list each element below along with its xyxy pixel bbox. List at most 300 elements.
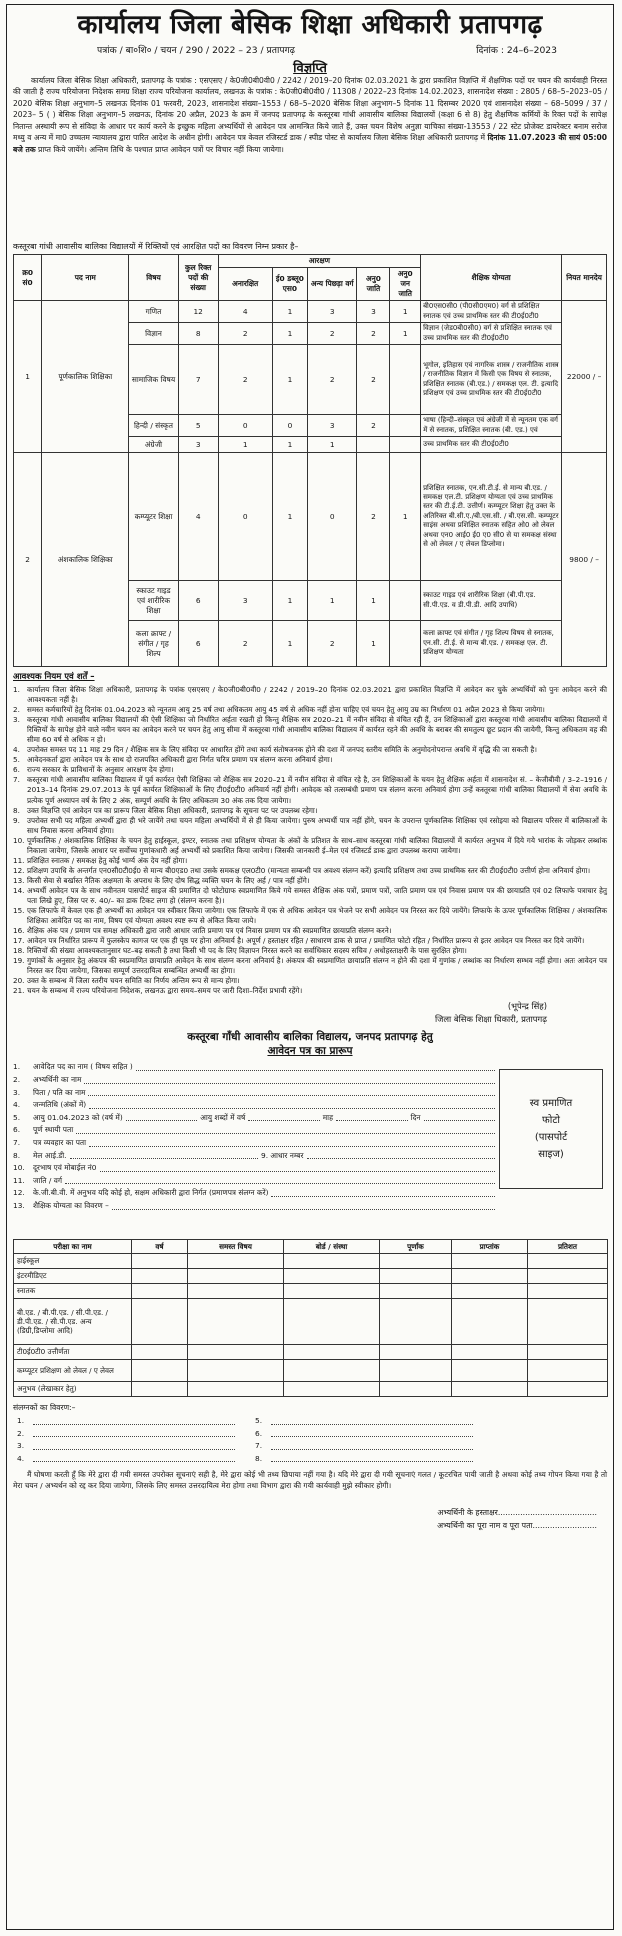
edu-header: प्राप्तांक xyxy=(452,1240,528,1254)
rule-text: प्रशिक्षित स्नातक / समकक्ष हेतु कोई भार्ग्य अंक देय नहीं होगा। xyxy=(27,855,188,865)
cell-qualification: कला क्राफ्ट एवं संगीत / गृह शिल्प विषय से स्नातक, एन.सी. टी.ई. से मान्य बी.एड. / समकक्ष एल. टी. प्रशिक्षण योग्यता xyxy=(421,621,562,667)
rule-item xyxy=(13,926,607,936)
edu-cell xyxy=(132,1360,188,1382)
field-label: जन्मतिथि (अंकों में) xyxy=(33,1100,87,1110)
cell-sc: 3 xyxy=(357,301,390,323)
form-field xyxy=(13,1124,498,1137)
attachment-number: 7. xyxy=(255,1441,263,1451)
intro-paragraph xyxy=(13,75,607,239)
cell-st xyxy=(390,581,421,621)
edu-cell xyxy=(452,1382,528,1397)
rule-item xyxy=(13,976,607,986)
attachment-number: 8. xyxy=(255,1453,263,1463)
edu-cell xyxy=(528,1345,608,1360)
field-number: 5. xyxy=(13,1112,21,1122)
form-field xyxy=(13,1112,498,1125)
attachment-line xyxy=(255,1453,473,1466)
cell-qualification: भूगोल, इतिहास एवं नागरिक शास्त्र / राजनीतिक शास्त्र / राजनीतिक विज्ञान में किसी एक विषय से स्नातक, प्रशिक्षित स्नातक (बी.एड.) / समकक्ष एल. टी. इत्यादि प्रशिक्षण एवं उच्च प्राथमिक स्तर की टी0ई0टी0 xyxy=(421,345,562,415)
field-label: पिता / पति का नाम xyxy=(33,1087,86,1097)
cell-total: 4 xyxy=(178,453,218,581)
form-field xyxy=(13,1162,498,1175)
field-blank xyxy=(424,1112,496,1122)
rule-text: उपरोक्त समस्त पद 11 माह 29 दिन / शैक्षिक सत्र के लिए संविदा पर आधारित होंगे तथा कार्य संतोषजनक होने की दशा में जनपद स्तरीय समिति के अनुमोदनोपरान्त अवधि में वृद्धि की जा सकती है। xyxy=(27,745,537,755)
cell-total: 12 xyxy=(178,301,218,323)
rule-number: 15. xyxy=(13,906,25,916)
signatory-name: (भूपेन्द्र सिंह) xyxy=(507,1001,547,1012)
attachment-number: 1. xyxy=(17,1416,25,1426)
cell-subject: अंग्रेजी xyxy=(129,437,178,453)
header-st: अनु0 जन जाति xyxy=(390,268,421,301)
edu-row xyxy=(14,1284,608,1299)
edu-cell xyxy=(452,1360,528,1382)
edu-header: पूर्णांक xyxy=(380,1240,452,1254)
edu-exam-name: कम्प्यूटर प्रशिक्षण ओ लेवल / ए लेवल xyxy=(14,1360,132,1382)
photo-line: स्व प्रमाणित xyxy=(529,1098,573,1110)
header-obc: अन्य पिछड़ा वर्ग xyxy=(308,268,357,301)
reference-number: पत्रांक / बा०शि० / चयन / 290 / 2022 – 23 / प्रतापगढ़ xyxy=(97,45,295,56)
rule-item xyxy=(13,936,607,946)
field-number: 11. xyxy=(13,1175,25,1185)
attachment-number: 6. xyxy=(255,1428,263,1438)
vacancy-row xyxy=(14,453,607,581)
education-table xyxy=(13,1239,608,1397)
edu-row xyxy=(14,1382,608,1397)
rule-text: रिक्तियों की संख्या आवश्यकतानुसार घट–बढ़ सकती है तथा किसी भी पद के लिए विज्ञापन निरस्त करने का सर्वाधिकार सदस्य सचिव / अधोहस्ताक्षरी के पास सुरक्षित होगा। xyxy=(27,946,467,956)
attachment-blank xyxy=(271,1453,473,1463)
cell-subject: विज्ञान xyxy=(129,323,178,345)
attachment-blank xyxy=(33,1440,235,1450)
header-ews: ई0 डब्लू0 एस0 xyxy=(272,268,307,301)
cell-st xyxy=(390,621,421,667)
edu-cell xyxy=(528,1284,608,1299)
edu-cell xyxy=(132,1284,188,1299)
cell-subject: कला क्राफ्ट / संगीत / गृह शिल्प xyxy=(129,621,178,667)
field-number: 7. xyxy=(13,1138,21,1148)
header-reservation: आरक्षण xyxy=(218,255,420,268)
attachment-line xyxy=(17,1440,235,1453)
cell-obc: 3 xyxy=(308,301,357,323)
attachment-line xyxy=(255,1428,473,1441)
rule-number: 18. xyxy=(13,946,25,956)
rule-item xyxy=(13,685,607,705)
edu-cell xyxy=(528,1360,608,1382)
field-label: के.जी.बी.वी. में अनुभव यदि कोई हो, सक्षम अधिकारी द्वारा निर्गत (प्रमाणपत्र संलग्न करें) xyxy=(33,1188,269,1198)
intro-tail: प्राप्त किये जायेंगे। अन्तिम तिथि के पश्चात प्राप्त आवेदन पत्रों पर विचार नहीं किया जायेगा। xyxy=(38,144,284,154)
attachment-number: 4. xyxy=(17,1453,25,1463)
field-label: आयु 01.04.2023 को (वर्ष में) xyxy=(33,1112,123,1122)
cell-obc: 0 xyxy=(308,453,357,581)
cell-ews: 1 xyxy=(272,437,307,453)
field-blank xyxy=(88,1087,495,1097)
edu-cell xyxy=(132,1299,188,1345)
cell-st: 1 xyxy=(390,301,421,323)
notice-page xyxy=(6,4,614,1930)
edu-cell xyxy=(452,1269,528,1284)
header-total: कुल रिक्त पदों की संख्या xyxy=(178,255,218,301)
rule-item xyxy=(13,755,607,765)
cell-total: 8 xyxy=(178,323,218,345)
rule-item xyxy=(13,986,607,996)
rule-text: आवेदन पत्र निर्धारित प्रारूप में फुलस्केप कागज पर एक ही पृष्ठ पर होना अनिवार्य है। अपूर्ण / हस्ताक्षर रहित / साधारण डाक से प्राप्त / प्रमाणित फोटो रहित / निर्धारित प्रारूप से इतर आवेदन पत्र निरस्त कर दिये जायेंगे। xyxy=(27,936,585,946)
vacancy-row xyxy=(14,301,607,323)
cell-subject: कम्प्यूटर शिक्षा xyxy=(129,453,178,581)
edu-cell xyxy=(452,1284,528,1299)
edu-cell xyxy=(132,1345,188,1360)
cell-sc: 2 xyxy=(357,345,390,415)
rule-text: आवेदनकर्ता द्वारा आवेदन पत्र के साथ दो राजपत्रित अधिकारी द्वारा निर्गत चरित्र प्रमाण पत्र संलग्न करना अनिवार्य होगा। xyxy=(27,755,333,765)
rule-item xyxy=(13,745,607,755)
rule-number: 12. xyxy=(13,865,25,875)
edu-cell xyxy=(380,1299,452,1345)
cell-unreserved: 1 xyxy=(218,437,272,453)
cell-post: पूर्णकालिक शिक्षिका xyxy=(42,301,129,453)
attachment-line xyxy=(17,1428,235,1441)
edu-cell xyxy=(380,1345,452,1360)
attachment-line xyxy=(17,1453,235,1466)
attachment-blank xyxy=(33,1415,235,1425)
form-field xyxy=(13,1061,498,1074)
field-blank xyxy=(76,1124,495,1134)
rule-number: 8. xyxy=(13,805,20,815)
edu-row xyxy=(14,1360,608,1382)
field-blank xyxy=(100,1162,496,1172)
attachments-list xyxy=(13,1415,473,1465)
cell-obc: 2 xyxy=(308,621,357,667)
rule-number: 3. xyxy=(13,715,20,725)
form-field xyxy=(13,1099,498,1112)
rule-text: कार्यालय जिला बेसिक शिक्षा अधिकारी, प्रतापगढ़ के पत्रांक एसएसए / के0जी0बी0वी0 / 2242 / 2019–20 दिनांक 02.03.2021 द्वारा प्रकाशित विज्ञप्ति में आवेदन कर चुके अभ्यर्थियों को पुनः आवेदन करने की आवश्यकता नहीं है। xyxy=(27,685,607,705)
rule-text: चयन के सम्बन्ध में राज्य परियोजना निदेशक, लखनऊ द्वारा समय–समय पर जारी दिशा–निर्देश प्रभावी रहेंगे। xyxy=(27,986,303,996)
field-number: 3. xyxy=(13,1087,21,1097)
edu-row xyxy=(14,1254,608,1269)
field-blank xyxy=(136,1061,495,1071)
applicant-signature: अभ्यर्थिनी के हस्ताक्षर........................................ xyxy=(437,1508,597,1518)
edu-cell xyxy=(284,1269,380,1284)
edu-header: वर्ष xyxy=(132,1240,188,1254)
attachment-blank xyxy=(271,1428,473,1438)
rules-heading: आवश्यक नियम एवं शर्तें – xyxy=(13,672,95,682)
edu-exam-name: स्नातक xyxy=(14,1284,132,1299)
attachment-blank xyxy=(33,1428,235,1438)
edu-cell xyxy=(188,1269,284,1284)
edu-cell xyxy=(452,1299,528,1345)
edu-cell xyxy=(284,1299,380,1345)
rule-item xyxy=(13,705,607,715)
field-blank xyxy=(65,1175,495,1185)
form-field xyxy=(13,1187,498,1200)
edu-cell xyxy=(380,1360,452,1382)
declaration: मैं घोषणा करती हूँ कि मेरे द्वारा दी गयी समस्त उपरोक्त सूचनाएं सही है, मेरे द्वारा कोई भी तथ्य छिपाया नहीं गया है। यदि मेरे द्वारा दी गयी सूचनाएं गलत / कूटरचित पायी जाती है अथवा कोई तथ्य गोपन किया गया है तो मेरा चयन / अभ्यर्थन को रद्द कर दिया जायेगा, जिसके लिए समस्त उत्तरदायित्व मेरा होगा तथा विभाग द्वारा की गयी कार्यवाही मुझे स्वीकार होगी। xyxy=(13,1470,607,1491)
cell-ews: 1 xyxy=(272,301,307,323)
field-blank xyxy=(112,1200,495,1210)
header-sc: अनु0 जाति xyxy=(357,268,390,301)
header-qualification: शैक्षिक योग्यता xyxy=(421,255,562,301)
field-sublabel: दिन xyxy=(410,1112,421,1122)
form-field xyxy=(13,1175,498,1188)
field-number: 13. xyxy=(13,1200,25,1210)
rule-number: 2. xyxy=(13,705,20,715)
field-blank xyxy=(307,1150,495,1160)
cell-ews: 1 xyxy=(272,345,307,415)
field-label: शैक्षिक योग्यता का विवरण – xyxy=(33,1200,109,1210)
applicant-address: अभ्यर्थिनी का पूरा नाम व पूरा पता.......................... xyxy=(437,1520,597,1530)
signatory-designation: जिला बेसिक शिक्षा धिकारी, प्रतापगढ़ xyxy=(434,1014,547,1025)
edu-header: बोर्ड / संस्था xyxy=(284,1240,380,1254)
rule-text: किसी सेवा से बर्खास्त नैतिक अक्षमता के अपराध के लिए दोष सिद्ध व्यक्ति चयन के लिए अर्ह / पात्र नहीं होंगे। xyxy=(27,875,310,885)
edu-cell xyxy=(380,1269,452,1284)
field-blank xyxy=(89,1137,495,1147)
rule-text: प्रशिक्षण उपाधि के अन्तर्गत एन0सी0टी0ई0 से मान्य बी0एड0 तथा उसके समकक्ष एल0टी0 (मान्यता सम्बन्धी पत्र अवश्य संलग्न करें) इत्यादि प्रशिक्षण तथा उच्च प्राथमिक स्तर की टी0ई0टी0 उत्तीर्ण होना अनिवार्य होगा। xyxy=(27,865,591,875)
edu-cell xyxy=(284,1284,380,1299)
cell-obc: 1 xyxy=(308,581,357,621)
table-intro: कस्तूरबा गांधी आवासीय बालिका विद्यालयों में रिक्तियों एवं आरक्षित पदों का विवरण निम्न प्रकार है– xyxy=(13,242,299,251)
field-blank xyxy=(126,1112,198,1122)
rule-item xyxy=(13,856,607,866)
rule-number: 1. xyxy=(13,685,20,694)
rule-item xyxy=(13,866,607,876)
field-number: 6. xyxy=(13,1125,21,1135)
cell-total: 5 xyxy=(178,415,218,437)
cell-sno: 1 xyxy=(14,301,42,453)
rule-text: कस्तूरबा गांधी आवासीय बालिका विद्यालय में पूर्व कार्यरत ऐसी शिक्षिका जो शैक्षिक सत्र 2020–21 में नवीन संविदा से वंचित रहे है, उन शिक्षिकाओं के चयन हेतु शैक्षिक अर्हता में शासनादेश सं. – केजीबीवी / 3–2–1916 / 2013–14 दिनांक 29.07.2013 के पूर्व कार्यरत शिक्षिकाओं के लिए टी0ई0टी0 अनिवार्य नहीं होगी। आवेदक को तत्सम्बंधी प्रमाण पत्र संलग्न करना अनिवार्य होगा उन्हें कस्तूरबा गांधी बालिका विद्यालयों में सेवा अवधि के प्रत्येक पूर्ण अध्यापन वर्ष के लिए 2 अंक, सम्पूर्ण अवधि के लिए अधिकतम 30 अंक तक दिया जायेगा। xyxy=(27,775,607,805)
cell-ews: 1 xyxy=(272,453,307,581)
field-label: पूर्ण स्थायी पता xyxy=(33,1125,74,1135)
photo-line: (पासपोर्ट xyxy=(534,1132,568,1144)
edu-header: परीक्षा का नाम xyxy=(14,1240,132,1254)
edu-row xyxy=(14,1269,608,1284)
rule-text: राज्य सरकार के प्राविधानों के अनुसार आरक्षण देय होगा। xyxy=(27,765,174,775)
rule-text: उक्त विज्ञप्ति एवं आवेदन पत्र का प्रारूप जिला बेसिक शिक्षा अधिकारी, प्रतापगढ़ के सूचना पट पर उपलब्ध रहेगा। xyxy=(27,805,318,815)
edu-cell xyxy=(188,1284,284,1299)
attachment-line xyxy=(255,1415,473,1428)
office-title: कार्यालय जिला बेसिक शिक्षा अधिकारी प्रतापगढ़ xyxy=(77,10,543,40)
rule-number: 11. xyxy=(13,855,25,865)
edu-cell xyxy=(284,1345,380,1360)
cell-sno: 2 xyxy=(14,453,42,667)
rule-item xyxy=(13,816,607,836)
field-label: आवेदित पद का नाम ( विषय सहित ) xyxy=(33,1062,133,1072)
edu-cell xyxy=(380,1254,452,1269)
rule-item xyxy=(13,775,607,805)
cell-st: 1 xyxy=(390,453,421,581)
edu-row xyxy=(14,1345,608,1360)
edu-exam-name: बी.एड. / बी.पी.एड. / सी.पी.एड. / डी.पी.एड. / सी.पी.एड. अन्य (डिग्री,डिप्लोमा आदि) xyxy=(14,1299,132,1345)
attachment-blank xyxy=(33,1453,235,1463)
edu-exam-name: अनुभव (लेखाकार हेतु) xyxy=(14,1382,132,1397)
edu-cell xyxy=(380,1382,452,1397)
edu-header: प्रतिशत xyxy=(528,1240,608,1254)
header-pay: नियत मानदेय xyxy=(562,255,607,301)
edu-exam-name: हाईस्कूल xyxy=(14,1254,132,1269)
cell-total: 3 xyxy=(178,437,218,453)
intro-text: कार्यालय जिला बेसिक शिक्षा अधिकारी, प्रतापगढ़ के पत्रांक : एसएसए / के0जी0बी0वी0 / 2242 / 2019–20 दिनांक 02.03.2021 के द्वारा प्रकाशित विज्ञप्ति में शैक्षणिक पदों पर चयन की कार्यवाही निरस्त की जाती है राज्य परियोजना निदेशक समग्र शिक्षा राज्य परियोजना कार्यालय, लखनऊ के पत्रांक : के0जी0बी0वी0 / 11308 / 2022–23 दिनांक 14.02.2023, शासनादेश संख्या : 2805 / 68–5–2023–05 / 2020 बेसिक शिक्षा अनुभाग–5 लखनऊ दिनांक 01 फरवरी, 2023, शासनादेश संख्या–1553 / 68–5–2020 बेसिक शिक्षा अनुभाग–5 दिनांक 11 दिसम्बर 2020 एवं शासनादेश संख्या – 68–5099 / 37 / 2023– 5 ( ) बेसिक शिक्षा अनुभाग–5 लखनऊ, दिनांक 20 अप्रैल, 2023 के क्रम में जनपद प्रतापगढ़ के कस्तूरबा गांधी आवासीय बालिका विद्यालयों (कक्षा 6 से 8) हेतु शैक्षणिक कर्मियों के रिक्त पदों के सापेक्ष नितान्त अस्थायी रूप से संविदा के आधार पर कार्य करने के इच्छुक महिला अभ्यर्थियों से आवेदन पत्र आमन्त्रित किये जाते हैं, उक्त चयन विशेष अनुज्ञा याचिका संख्या-13553 / 22 स्टेट प्रोजेक्ट डायरेक्टर बनाम सरोज मथ्यु व अन्य में मा0 उच्चतम न्यायालय द्वारा पारित आदेश के अधीन होगी। आवेदन पत्र केवल रजिस्टर्ड डाक / स्पीड पोस्ट से कार्यालय जिला बेसिक शिक्षा अधिकारी प्रतापगढ़ में xyxy=(13,76,607,143)
field-sublabel: आयु शब्दों में वर्ष xyxy=(200,1112,246,1122)
field-blank xyxy=(84,1074,495,1084)
form-subtitle: आवेदन पत्र का प्रारूप xyxy=(267,1045,353,1058)
cell-ews: 1 xyxy=(272,581,307,621)
attachment-number: 5. xyxy=(255,1416,263,1426)
attachment-line xyxy=(17,1415,235,1428)
cell-st xyxy=(390,415,421,437)
field-label: जाति / वर्ग xyxy=(33,1175,62,1185)
header-post: पद नाम xyxy=(42,255,129,301)
cell-sc: 2 xyxy=(357,453,390,581)
cell-ews: 0 xyxy=(272,415,307,437)
edu-cell xyxy=(284,1360,380,1382)
rule-number: 4. xyxy=(13,745,20,755)
field-blank xyxy=(336,1112,408,1122)
rule-text: गुणांकों के अनुसार हेतु अंकपत्र की स्वप्रमाणित छायाप्रति आवेदन के साथ संलग्न करना अनिवार्य है। अंकपत्र की स्वप्रमाणित छायाप्रति संलग्न न होने की दशा में गुणांक / लब्धांक का निर्धारण सम्भव नहीं होगा। अतः आवेदन पत्र निरस्त कर दिया जायेगा, जिसका सम्पूर्ण उत्तरदायित्व सम्बन्धित अभ्यर्थी का होगा। xyxy=(27,956,607,976)
rule-number: 17. xyxy=(13,936,25,946)
cell-sc: 1 xyxy=(357,621,390,667)
cell-unreserved: 2 xyxy=(218,621,272,667)
form-field xyxy=(13,1074,498,1087)
edu-cell xyxy=(380,1284,452,1299)
rule-number: 20. xyxy=(13,976,25,986)
rule-number: 7. xyxy=(13,775,20,785)
rule-item xyxy=(13,715,607,745)
attachment-number: 3. xyxy=(17,1441,25,1451)
edu-cell xyxy=(188,1299,284,1345)
rule-text: शैक्षिक अंक पत्र / प्रमाण पत्र समक्ष अधिकारी द्वारा जारी आधार जाति प्रमाण पत्र एवं निवास प्रमाण पत्र की स्वप्रमाणित छायाप्रति संलग्न करने। xyxy=(27,926,392,936)
edu-cell xyxy=(452,1345,528,1360)
edu-cell xyxy=(132,1254,188,1269)
edu-cell xyxy=(528,1269,608,1284)
field-blank xyxy=(89,1099,495,1109)
cell-obc: 1 xyxy=(308,437,357,453)
rule-text: उक्त के सम्बन्ध में जिला स्तरीय चयन समिति का निर्णय अन्तिम रूप से मान्य होगा। xyxy=(27,976,240,986)
form-title: कस्तूरबा गाँधी आवासीय बालिका विद्यालय, जनपद प्रतापगढ़ हेतु xyxy=(187,1031,433,1044)
rule-item xyxy=(13,806,607,816)
rule-item xyxy=(13,765,607,775)
attachment-number: 2. xyxy=(17,1428,25,1438)
field-label: अभ्यर्थिनी का नाम xyxy=(33,1075,82,1085)
cell-subject: हिन्दी / संस्कृत xyxy=(129,415,178,437)
field-blank xyxy=(248,1112,320,1122)
cell-obc: 2 xyxy=(308,323,357,345)
cell-unreserved: 2 xyxy=(218,345,272,415)
header-sno: क्र0 सं0 xyxy=(14,255,42,301)
field-number: 8. xyxy=(13,1150,21,1160)
cell-sc: 2 xyxy=(357,323,390,345)
edu-row xyxy=(14,1299,608,1345)
cell-qualification: उच्च प्राथमिक स्तर की टी0ई0टी0 xyxy=(421,437,562,453)
form-field xyxy=(13,1150,498,1163)
field-number: 12. xyxy=(13,1188,25,1198)
cell-qualification: बी0एस0सी0 (पी0सी0एम0) वर्ग से प्रशिक्षित स्नातक एवं उच्च प्राथमिक स्तर की टी0ई0टी0 xyxy=(421,301,562,323)
deadline-text: दिनांक 11.07.2023 की सायं 05:00 बजे तक xyxy=(13,133,607,154)
edu-cell xyxy=(188,1382,284,1397)
field-label: दूरभाष एवं मोबाईल नं0 xyxy=(33,1163,97,1173)
rule-item xyxy=(13,906,607,926)
edu-cell xyxy=(132,1382,188,1397)
cell-total: 6 xyxy=(178,581,218,621)
form-field xyxy=(13,1137,498,1150)
rule-text: कस्तूरबा गांधी आवासीय बालिका विद्यालयों की ऐसी शिक्षिका जो निर्धारित अर्हता रखती हो किन्तु शैक्षिक सत्र 2020–21 में नवीन संविदा से वंचित रही हैं, उन शिक्षिकाओं द्वारा कस्तूरबा गांधी आवासीय बालिका विद्यालयों में रिक्तियों के सापेक्ष होने वाले नवीन चयन का आवेदन करने पर चयन हेतु आयु सीमा में कस्तूरबा गांधी आवासीय बालिका विद्यालय में कार्यरत रहने की अवधि के बराबर की समतुल्य छूट प्रदान की जायेगी, किन्तु अधिकतम वह की सीमा 60 वर्ष से अधिक न हो। xyxy=(27,715,607,745)
rule-item xyxy=(13,886,607,906)
edu-cell xyxy=(188,1360,284,1382)
field-label: पत्र व्यवहार का पता xyxy=(33,1138,87,1148)
edu-cell xyxy=(528,1382,608,1397)
rule-item xyxy=(13,876,607,886)
rule-number: 9. xyxy=(13,815,20,825)
rule-text: एक लिफाफे में केवल एक ही अभ्यर्थी का आवेदन पत्र स्वीकार किया जायेगा। एक लिफाफे में एक से अधिक आवेदन पत्र भेजने पर सभी आवेदन पत्र निरस्त कर दिये जायेंगे। लिफाफे के ऊपर पूर्णकालिक शिक्षिका / अंशकालिक शिक्षिका आवेदित पद का नाम, विषय एवं योग्यता अवश्य स्पष्ट रूप से अंकित किया जाये। xyxy=(27,906,607,926)
reference-date: दिनांक : 24–6–2023 xyxy=(476,45,557,56)
application-form xyxy=(13,1061,607,1237)
cell-unreserved: 2 xyxy=(218,323,272,345)
attachment-blank xyxy=(271,1440,473,1450)
attachment-line xyxy=(255,1440,473,1453)
rule-text: उपरोक्त सभी पद महिला अभ्यर्थी द्वारा ही भरे जायेंगे तथा चयन महिला अभ्यर्थियों में से ही किया जायेगा। पुरुष अभ्यर्थी पात्र नहीं होंगे, चयन के उपरान्त पूर्णकालिक शिक्षिका एवं रसोइया को विद्यालय परिसर में बालिकाओं के साथ निवास करना अनिवार्य होगा। xyxy=(27,815,607,835)
cell-sc: 2 xyxy=(357,415,390,437)
signature-block xyxy=(13,1000,607,1026)
cell-ews: 1 xyxy=(272,621,307,667)
edu-cell xyxy=(188,1254,284,1269)
edu-exam-name: इंटरमीडिएट xyxy=(14,1269,132,1284)
cell-qualification: भाषा (हिन्दी–संस्कृत एवं अंग्रेजी में से न्यूनतम एक वर्ग में से स्नातक, प्रशिक्षित स्नातक (बी. एड.) एवं xyxy=(421,415,562,437)
edu-cell xyxy=(284,1382,380,1397)
photo-box xyxy=(499,1069,603,1189)
field-label: मेल आई.डी. xyxy=(33,1150,67,1160)
rule-text: समस्त कर्मचारियों हेतु दिनांक 01.04.2023 को न्यूनतम आयु 25 वर्ष तथा अधिकतम आयु 45 वर्ष से अधिक नहीं होना चाहिए एवं चयन हेतु आयु उम्र का निर्धारण 01 अप्रैल 2023 से किया जायेगा। xyxy=(27,705,545,715)
field-number: 2. xyxy=(13,1075,21,1085)
rule-item xyxy=(13,836,607,856)
cell-obc: 2 xyxy=(308,345,357,415)
cell-ews: 1 xyxy=(272,323,307,345)
applicant-signature-block xyxy=(13,1507,607,1532)
cell-unreserved: 3 xyxy=(218,581,272,621)
cell-post: अंशकालिक शिक्षिका xyxy=(42,453,129,667)
rule-text: पूर्णकालिक / अंशकालिक शिक्षिका के चयन हेतु हाईस्कूल, इण्टर, स्नातक तथा प्रशिक्षण योग्यता के अंकों के प्रतिशत के साथ–साथ कस्तूरबा गांधी बालिका विद्यालयों में कार्यरत अनुभव में दिये गये भारांक के जोड़कर लब्धांक निकाला जायेगा, जिसके आधार पर सर्वोच्च गुणांकधारी अर्ह अभ्यर्थी को प्रकाशित किया जायेगा। जिसकी जानकारी ई–मेल एवं रजिस्टर्ड डाक द्वारा उपलब्ध कराया जायेगा। xyxy=(27,835,607,855)
photo-line: फोटो xyxy=(542,1115,560,1127)
edu-cell xyxy=(132,1269,188,1284)
field-blank xyxy=(70,1150,258,1160)
edu-cell xyxy=(188,1345,284,1360)
cell-unreserved: 4 xyxy=(218,301,272,323)
vacancy-table xyxy=(13,254,607,667)
field-sublabel: माह xyxy=(322,1112,334,1122)
cell-qualification: विज्ञान (जेड0बी0सी0) वर्ग से प्रशिक्षित स्नातक एवं उच्च प्राथमिक स्तर की टी0ई0टी0 xyxy=(421,323,562,345)
rule-number: 16. xyxy=(13,926,25,936)
cell-subject: गणित xyxy=(129,301,178,323)
rule-number: 5. xyxy=(13,755,20,765)
cell-pay: 22000 / – xyxy=(562,301,607,453)
cell-unreserved: 0 xyxy=(218,453,272,581)
cell-obc: 3 xyxy=(308,415,357,437)
rule-number: 19. xyxy=(13,956,25,966)
notice-heading: विज्ञप्ति xyxy=(293,61,327,76)
cell-st xyxy=(390,437,421,453)
field-number: 10. xyxy=(13,1163,25,1173)
cell-sc: 1 xyxy=(357,581,390,621)
field-number: 4. xyxy=(13,1100,21,1110)
cell-sc xyxy=(357,437,390,453)
header-subject: विषय xyxy=(129,255,178,301)
rule-number: 21. xyxy=(13,986,25,996)
edu-cell xyxy=(528,1299,608,1345)
cell-pay: 9800 / – xyxy=(562,453,607,667)
cell-unreserved: 0 xyxy=(218,415,272,437)
cell-subject: स्काउट गाइड एवं शारीरिक शिक्षा xyxy=(129,581,178,621)
edu-exam-name: टी0ई0टी0 उत्तीर्णता xyxy=(14,1345,132,1360)
cell-total: 6 xyxy=(178,621,218,667)
cell-total: 7 xyxy=(178,345,218,415)
cell-st: 1 xyxy=(390,323,421,345)
rule-item xyxy=(13,956,607,976)
rule-text: अभ्यर्थी आवेदन पत्र के साथ नवीनतम पासपोर्ट साइज की प्रमाणित दो फोटोग्राफ स्वप्रमाणित किये गये समस्त शैक्षिक अंक पत्रों, प्रमाण पत्रों, जाति प्रमाण पत्र एवं निवास प्रमाण पत्र की छायाप्रति एवं 02 लिफाफे पत्राचार हेतु पता लिखे हुए, जिस पर रु. 40/– का डाक टिकट लगा हो (संलग्न करना है)। xyxy=(27,885,607,905)
field-number: 1. xyxy=(13,1062,21,1072)
reference-line xyxy=(13,43,607,56)
